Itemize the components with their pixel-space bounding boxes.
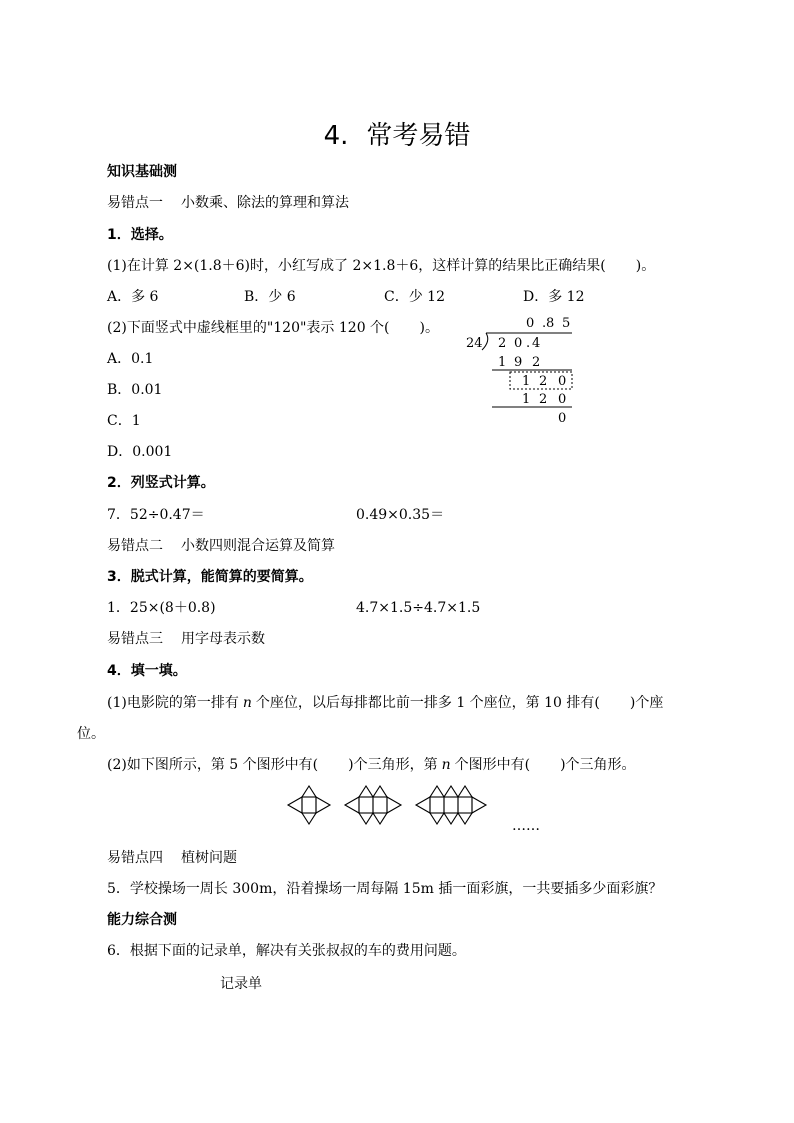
- variable: n: [242, 695, 252, 711]
- step-digit: 2: [539, 392, 548, 407]
- quotient-digit: .: [542, 316, 547, 331]
- step-digit: 1: [522, 374, 531, 389]
- question-text: )个三角形。: [560, 757, 636, 773]
- pattern-figure-2: [345, 786, 401, 824]
- option-b[interactable]: B．少 6: [244, 289, 296, 305]
- question-text: )。: [635, 258, 656, 274]
- question-text: 个座位，以后每排都比前一排多 1 个座位，第 10 排有(: [255, 695, 600, 711]
- question-1-heading: 1．选择。: [107, 227, 173, 243]
- error-point-title: 植树问题: [181, 850, 237, 866]
- error-point-1: [107, 194, 349, 212]
- title-text: 常考易错: [366, 121, 471, 151]
- option-b[interactable]: B．0.01: [107, 382, 163, 398]
- question-1-1: [107, 257, 655, 275]
- calc-item-2: 0.49×0.35＝: [356, 507, 445, 523]
- pattern-ellipsis: ……: [512, 818, 540, 834]
- step-digit: 2: [539, 374, 548, 389]
- error-point-label: 易错点一: [107, 195, 163, 211]
- pattern-figure-1: [288, 786, 330, 824]
- option-d[interactable]: D．0.001: [107, 444, 173, 460]
- question-text: (1)在计算 2×(1.8＋6)时，小红写成了 2×1.8＋6，这样计算的结果比正确结果(: [107, 258, 606, 274]
- question-text: (1)电影院的第一排有: [107, 695, 239, 711]
- error-point-label: 易错点四: [107, 850, 163, 866]
- triangle-pattern-figure: [285, 782, 500, 836]
- question-4-1-cont: 位。: [77, 726, 105, 742]
- option-a[interactable]: A．0.1: [107, 351, 154, 367]
- question-4-1: [107, 694, 663, 712]
- step-digit: 1: [522, 392, 531, 407]
- dividend-digit: .: [526, 336, 531, 351]
- question-1-2: [107, 319, 439, 337]
- step-digit: 9: [514, 355, 523, 370]
- record-sheet-caption: 记录单: [220, 976, 262, 992]
- step-digit: 2: [532, 355, 541, 370]
- option-c[interactable]: C．少 12: [384, 289, 445, 305]
- title-number: 4.: [323, 121, 349, 151]
- long-division: [460, 310, 590, 430]
- option-c[interactable]: C．1: [107, 413, 141, 429]
- pattern-figure-3: [416, 786, 486, 824]
- error-point-title: 小数四则混合运算及简算: [181, 538, 335, 554]
- question-2-heading: 2．列竖式计算。: [107, 475, 215, 491]
- question-text: )。: [419, 320, 439, 336]
- dividend-digit: 0: [514, 336, 523, 351]
- step-digit: 0: [558, 374, 567, 389]
- question-text: )个三角形，第: [348, 757, 438, 773]
- page-title: [0, 120, 794, 152]
- error-point-4: [107, 849, 237, 867]
- calc-item-1: 1．25×(8＋0.8): [107, 600, 216, 616]
- quotient-digit: 5: [562, 316, 571, 331]
- error-point-label: 易错点三: [107, 631, 163, 647]
- remainder: 0: [558, 411, 567, 426]
- quotient-digit: 8: [546, 316, 555, 331]
- error-point-3: [107, 630, 265, 648]
- question-text: (2)如下图所示，第 5 个图形中有(: [107, 757, 319, 773]
- dividend-digit: 2: [498, 336, 507, 351]
- error-point-title: 小数乘、除法的算理和算法: [181, 195, 349, 211]
- section-heading-basic: 知识基础测: [107, 164, 177, 180]
- question-3-heading: 3．脱式计算，能简算的要简算。: [107, 569, 313, 585]
- variable: n: [441, 757, 451, 773]
- question-text: 个图形中有(: [454, 757, 531, 773]
- calc-item-2: 4.7×1.5÷4.7×1.5: [356, 600, 481, 616]
- question-6: 6．根据下面的记录单，解决有关张叔叔的车的费用问题。: [107, 943, 466, 959]
- question-text: )个座: [629, 695, 664, 711]
- error-point-label: 易错点二: [107, 538, 163, 554]
- quotient-digit: 0: [526, 316, 535, 331]
- step-digit: 0: [558, 392, 567, 407]
- error-point-2: [107, 537, 335, 555]
- question-5: 5．学校操场一周长 300m，沿着操场一周每隔 15m 插一面彩旗，一共要插多少面彩旗？: [107, 881, 663, 897]
- dividend-digit: 4: [532, 336, 541, 351]
- option-a[interactable]: A．多 6: [107, 289, 159, 305]
- division-bracket: [482, 333, 488, 350]
- section-heading-ability: 能力综合测: [107, 912, 177, 928]
- calc-item-1: 7．52÷0.47＝: [107, 507, 205, 523]
- question-text: (2)下面竖式中虚线框里的"120"表示 120 个(: [107, 320, 390, 336]
- divisor: 24: [466, 336, 483, 351]
- question-4-2: [107, 756, 636, 774]
- question-4-heading: 4．填一填。: [107, 663, 187, 679]
- option-d[interactable]: D．多 12: [523, 289, 585, 305]
- error-point-title: 用字母表示数: [181, 631, 265, 647]
- step-digit: 1: [498, 355, 507, 370]
